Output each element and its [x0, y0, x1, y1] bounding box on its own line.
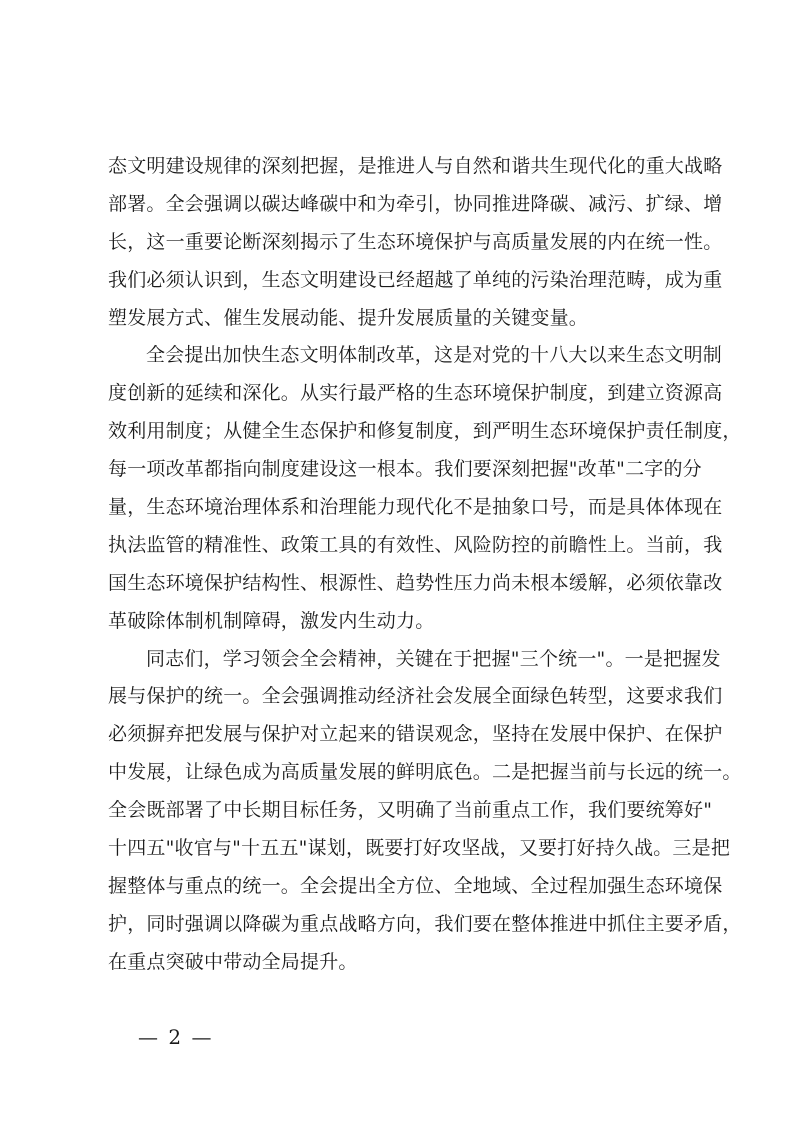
text-line: 执法监管的精准性、政策工具的有效性、风险防控的前瞻性上。当前，我	[108, 533, 723, 556]
text-line: 必须摒弃把发展与保护对立起来的错误观念，坚持在发展中保护、在保护	[108, 723, 723, 746]
page-number: — 2 —	[138, 1025, 214, 1049]
text-line: 护，同时强调以降碳为重点战略方向，我们要在整体推进中抓住主要矛盾，	[108, 912, 742, 935]
text-line: 态文明建设规律的深刻把握，是推进人与自然和谐共生现代化的重大战略	[108, 155, 723, 177]
text-line: 效利用制度；从健全生态保护和修复制度，到严明生态环境保护责任制度，	[108, 420, 742, 443]
text-line: 全会提出加快生态文明体制改革，这是对党的十八大以来生态文明制	[146, 344, 723, 367]
text-line: 度创新的延续和深化。从实行最严格的生态环境保护制度，到建立资源高	[108, 382, 723, 405]
text-line: 展与保护的统一。全会强调推动经济社会发展全面绿色转型，这要求我们	[108, 685, 723, 708]
text-line: 十四五"收官与"十五五"谋划，既要打好攻坚战，又要打好持久战。三是把	[108, 837, 731, 860]
text-line: 部署。全会强调以碳达峰碳中和为牵引，协同推进降碳、减污、扩绿、增	[108, 192, 723, 215]
text-line: 量，生态环境治理体系和治理能力现代化不是抽象口号，而是具体体现在	[108, 496, 723, 519]
text-line: 革破除体制机制障碍，激发内生动力。	[108, 609, 435, 632]
text-line: 同志们，学习领会全会精神，关键在于把握"三个统一"。一是把握发	[146, 647, 721, 670]
text-line: 国生态环境保护结构性、根源性、趋势性压力尚未根本缓解，必须依靠改	[108, 571, 723, 594]
text-line: 全会既部署了中长期目标任务，又明确了当前重点工作，我们要统筹好"	[108, 799, 713, 822]
text-line: 中发展，让绿色成为高质量发展的鲜明底色。二是把握当前与长远的统一。	[108, 761, 742, 784]
text-line: 在重点突破中带动全局提升。	[108, 950, 358, 973]
text-line: 每一项改革都指向制度建设这一根本。我们要深刻把握"改革"二字的分	[108, 458, 702, 481]
text-line: 我们必须认识到，生态文明建设已经超越了单纯的污染治理范畴，成为重	[108, 268, 723, 291]
text-line: 握整体与重点的统一。全会提出全方位、全地域、全过程加强生态环境保	[108, 874, 723, 897]
text-line: 长，这一重要论断深刻揭示了生态环境保护与高质量发展的内在统一性。	[108, 230, 723, 253]
text-line: 塑发展方式、催生发展动能、提升发展质量的关键变量。	[108, 306, 589, 329]
body-text	[108, 148, 742, 982]
